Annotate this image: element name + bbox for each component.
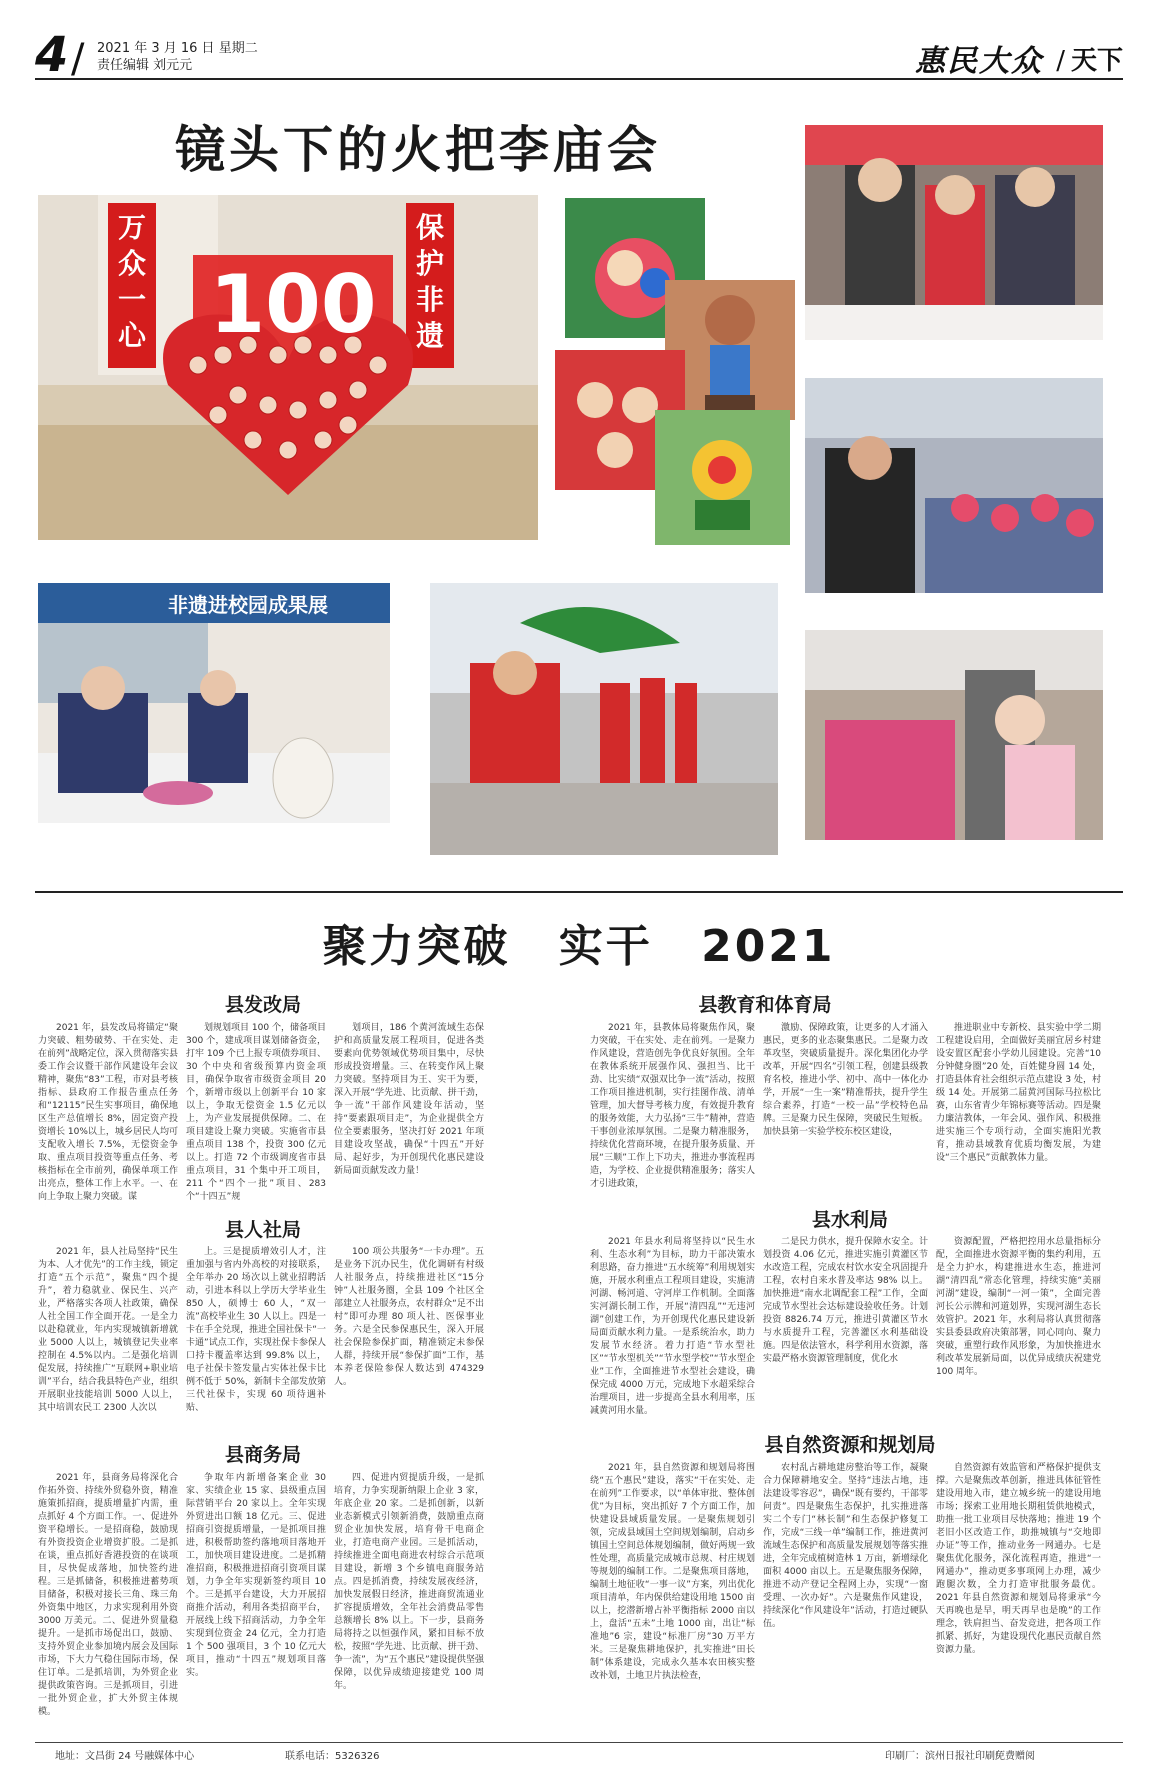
article-text-ziran-col2: 农村乱占耕地建房整治等工作，凝聚合力保障耕地安全。坚持“违法占地，违法建设零容忍”，确保“既有要约，干部零问责”。四是聚焦生态保护，扎实推进落实二个专门“林长制”和生态保护修复工作，完成“三线一单”编制工作，推进黄河流域生态保护和高质量发展规划等落实推进，全年完成植树造林 1 万亩，新增绿化面积 4000 亩以上。五是聚焦服务保障，推进不动产登记全程网上办，实现“一窗受理、一次办好”。六是聚焦作风建设，持续深化“作风建设年”活动，打造过硬队伍。 xyxy=(763,1463,928,1629)
article-text-jiaoyu-col3: 推进职业中专新校、县实验中学二期工程建设启用，全面做好美丽宜居乡村建设安置区配套小学幼儿园建设。完善“10 分钟健身圈”20 处，百姓健身圆 14 处，打造县体育社会组织示范点建设 3 处，村级 14 处。开展第二届黄河国际马拉松比赛，山东省青少年锦标赛等活动。四是聚力廉洁教体，一年会风、强作风、积极推进实施三个专项行动，全面实施阳光教育，推动县域教育优质均衡发展，为建设“三个惠民”贡献教体力量。 xyxy=(936,1023,1101,1163)
article-heading-fagai: 县发改局 xyxy=(224,994,301,1016)
photo-feature-title: 镜头下的火把李庙会 xyxy=(175,121,661,179)
article-text-shangwu-col3: 四、促进内贸提质升级，一是抓培育，力争实现新纳限上企业 3 家，年底企业 20 家。二是抓创新，以新业态新模式引领新消费，鼓励重点商贸企业加快发展，培育骨干电商企业，打造电商产业园。三是抓活动，持续推进全面电商进农村综合示范项目建设，新增 3 个乡镇电商服务站点。四是抓消费，持续发展夜经济，加快发展假日经济，推进商贸流通业扩容提质增效，全年社会消费品零售总额增长 8% 以上。下一步，县商务局将持之以恒强作风，紧扣目标不放松，按照“学先进、比贡献、拼干劲、争一流”，为“五个惠民”建设提供坚强保障，以优异成绩迎接建党 100 周年。 xyxy=(334,1473,484,1691)
article-text-shuili-col3: 资源配置，严格把控用水总量指标分配，全面推进水资源平衡的集约利用，五是全力护水，构建推进水生态，推进河湖“清四乱”常态化管理，持续实施“美丽河湖”建设，编制“一河一策”，全面完善河长公示牌和河道划界，实现河湖生态长效管护。2021 年，水利局将认真贯彻落实县委县政府决策部署，同心同向、聚力突破，重塑行政作风形象，为加快推进水利改革发展新局面，以优异成绩庆祝建党 100 周年。 xyxy=(936,1237,1101,1377)
section-name: / 天下 xyxy=(1056,40,1123,77)
photo-folk-performers-umbrella xyxy=(430,583,778,855)
article-text-jiaoyu-col2: 激励、保障政策，让更多的人才涌入惠民，更多的业态聚集惠民。二是聚力改革攻坚，突破质量提升。深化集团化办学改革，开展“四名”引领工程，创建县级教育名校，推进小学、初中、高中一体化办学，开展“一生一案”精准帮扶，提升学生综合素养，打造“一校一品”学校特色品牌。三是聚力民生保障，突破民生短板。加快县第一实验学校东校区建设， xyxy=(763,1023,928,1137)
newspaper-brand: 惠民大众 xyxy=(915,44,1043,79)
article-heading-shangwu: 县商务局 xyxy=(224,1444,301,1466)
article-text-renshe-col3: 100 项公共服务“一卡办理”。五是业务下沉办民生，优化调研有村级人社服务点，持续推进社区“15分钟”人社服务圈，全县 109 个社区全部建立人社服务点，农村群众“足不出村”即可办理 80 项人社、医保事业务。六是全民参保惠民生，深入开展社会保险参保扩面，精准锁定未参保人群，持续开展“参保扩面”工作，基本养老保险参保人数达到 474329 人。 xyxy=(334,1247,484,1387)
section-divider xyxy=(35,891,1123,893)
header-meta xyxy=(97,40,258,74)
page-number-slash: / xyxy=(71,36,85,82)
page-number: 4 xyxy=(35,27,69,83)
article-text-shuili-col2: 二是民力供水，提升保障水安全。计划投资 4.06 亿元，推进实施引黄灌区节水改造工程，完成农村饮水安全巩固提升工程，农村自来水普及率达 98% 以上。加快推进“南水北调配套工程”工作，全面完成节水型社会达标建设验收任务。计划投资 8826.74 万元，推进引黄灌区节水与水质提升工程，完善灌区水利基础设施。四是依法管水，科学利用水资源，落实最严格水资源管理制度，优化水 xyxy=(763,1237,928,1364)
article-heading-jiaoyu: 县教育和体育局 xyxy=(698,994,832,1016)
page-header xyxy=(35,27,1123,83)
footer-address: 地址：文昌街 24 号融媒体中心 xyxy=(55,1751,195,1762)
article-text-jiaoyu-col1: 2021 年，县教体局将聚焦作风，聚力突破，干在实处、走在前列。一是聚力作风建设，营造创先争优良好氛围。全年在教体系统开展强作风、强担当、比干劲、比实绩“双强双比争一流”活动，按照工作项目推进机制，实行挂图作战、清单管理，加大督导考核力度，有效提升教育的服务效能，大力弘扬“三牛”精神，营造干事创业浓厚氛围。二是聚力精准服务，持续优化营商环境，在提升服务质量、开展“三顺”工作上下功夫，推进办事流程再造，为学校、企业提供精准服务；落实人才引进政策， xyxy=(590,1023,755,1189)
footer-printer: 印刷厂：滨州日报社印刷厂 xyxy=(885,1751,1005,1762)
article-text-shangwu-col1: 2021 年，县商务局将深化合作拓外资、持续外贸稳外资，精准施策抓招商，提质增量扩内需，重点抓好 4 个方面工作。一、促进外资平稳增长。一是招商稳，鼓励现有外资投资企业增资扩股。二是抓在谈，重点抓好香港投资的在谈项目，尽快促成落地，加快签约进程。三是抓储备，积极推进蓄势项目储备，积极对接长三角、珠三角外资集中地区，力求实现利用外资 3000 万美元。二、促进外贸量稳提升。一是抓市场促出口，鼓励、支持外贸企业参加境内展会及国际市场，下大力气稳住国际市场，保住订单。二是抓培训，为外贸企业提供政策咨询。三是抓项目，引进一批外贸企业，扩大外贸主体规模。 xyxy=(38,1473,178,1717)
photo-students-painting xyxy=(38,583,390,823)
banner-center-number: 100 xyxy=(209,258,377,351)
article-text-fagai-col1: 2021 年，县发改局将锚定“聚力突破、粗势破势、干在实处、走在前列”战略定位，深入贯彻落实县委工作会议暨干部作风建设年会议精神，聚焦“83”工程，市对县考核指标、县政府工作报告重点任务和“12115”民生实事项目，确保地区生产总值增长 8%，固定资产投资增长 10%以上，城乡居民人均可支配收入增长 7.5%，无偿资金争取、重点项目投资等重点任务、考核指标在全市前列，确保单项工作出亮点，整体工作上水平。一、在向上争取上聚力突破。谋 xyxy=(38,1023,178,1202)
article-text-renshe-col2: 上。三是提质增效引人才，注重加强与省内外高校的对接联系，全年举办 20 场次以上就业招聘活动，引进本科以上学历大学毕业生 850 人，硕博士 60 人，“双一流”高校毕业生 30 人以上。四是一卡在手全兑现，推进全国社保卡“一卡通”试点工作，实现社保卡参保人口持卡覆盖率达到 99.8% 以上，电子社保卡签发量占实体社保卡比例不低于 50%，新制卡全部发放第三代社保卡，实现 60 项待遇补贴、 xyxy=(186,1247,326,1413)
article-heading-renshe: 县人社局 xyxy=(224,1219,301,1241)
article-text-fagai-col2: 划规划项目 100 个，储备项目 300 个，建成项目谋划储备资金，打牢 109 个已上报专项债券项目、30 个中央和省级预算内资金项目，确保争取省市级资金项目 20 个，新增市级以上创新平台 10 家以上，争取无偿资金 1.5 亿元以上，为产业发展提供保障。二、在项目建设上聚力突破。实施省市县重点项目 138 个，投资 300 亿元以上。打造 72 个市级调度省市县重点项目，31 个集中开工项目，211 个“四个一批”项目、283 个“十四五”规 xyxy=(186,1023,326,1202)
article-text-shuili-col1: 2021 年县水利局将坚持以“民生水利、生态水利”为目标，助力干部决策水利思路，奋力推进“五水统筹”利用规划实施，开展水利重点工程项目建设，实施清河湖、畅河道、守河岸工作机制。全面落实河湖长制工作，开展“清四乱”“无违河湖”创建工作，为开创现代化惠民建设新局面贡献水利力量。一是系统治水，助力发展节水经济。着力打造“节水型社区”“节水型机关”“节水型学校”“节水型企业”工作，全面推进节水型社会建设，确保完成 4000 万元，完成地下水超采综合治理项目，进一步提高全县水利用率，压减黄河用水量。 xyxy=(590,1237,755,1416)
photo-doll-heart-display xyxy=(38,195,538,540)
article-text-renshe-col1: 2021 年，县人社局坚持“民生为本、人才优先”的工作主线，锁定打造“五个示范”，聚焦“四个提升”，着力稳就业、保民生、兴产业，严格落实各项人社政策，确保人社全国工作全面开花。一是全力以赴稳就业，年内实现城镇新增就业 5000 人以上，城镇登记失业率控制在 4.5%以内。二是强化培训促发展，持续推广“互联网+职业培训”平台，结合我县特色产业，组织开展职业技能培训 5000 人以上，其中培训农民工 2300 人次以 xyxy=(38,1247,178,1413)
article-heading-ziran: 县自然资源和规划局 xyxy=(764,1434,936,1456)
footer-price: 免费赠阅 xyxy=(995,1751,1035,1762)
school-banner-text: 非遗进校园成果展 xyxy=(168,593,328,617)
photo-market-crowd xyxy=(805,125,1103,340)
article-text-ziran-col1: 2021 年，县自然资源和规划局将围绕“五个惠民”建设，落实“干在实处、走在前列”工作要求，以“单体审批、整体创优”为目标，突出抓好 7 个方面工作，加快建设县域质量发展。一是聚焦规划引领，完成县域国土空间规划编制，启动乡镇国土空间总体规划编制，做好两规一致性处理，高质量完成城市总规、村庄规划等规划的编制工作。二是聚焦项目落地，编制土地征收“一事一议”方案，列出优化项目清单，年内保供给建设用地 1500 亩以上，挖潜新增占补平衡指标 2000 亩以上，盘活“五未”土地 1000 亩，出让“标准地”6 宗，建设“标准厂房”30 万平方米。三是聚焦耕地保护，扎实推进“田长制”体系建设，完成永久基本农田核实整改补划，土地卫片执法检查， xyxy=(590,1463,755,1681)
page-footer xyxy=(35,1742,1123,1762)
article-text-ziran-col3: 自然资源有效监管和严格保护提供支撑。六是聚焦改革创新，推进具体征管性建设用地入市，建立城乡统一的建设用地市场；探索工业用地长期租赁供地模式，助推一批工业项目尽快落地；推进 19 个老旧小区改造工作，助推城镇与“交地即办证”等工作，推动业务一网通办。七是聚焦优化服务，深化流程再造，推进“一网通办”，推动更多事项网上办理，减少跑腿次数，全力打造审批服务最优。2021 年县自然资源和规划局将秉承“今天再晚也是早，明天再早也是晚”的工作理念，铁肩担当、奋发竞进，把各项工作抓紧、抓好，为建设现代化惠民贡献自然资源力量。 xyxy=(936,1463,1101,1655)
main-headline: 聚力突破 实干 2021 xyxy=(322,921,836,972)
banner-left-text: 万众一心 xyxy=(117,211,146,352)
issue-date: 2021 年 3 月 16 日 星期二 xyxy=(97,41,258,56)
article-text-fagai-col3: 划项目，186 个黄河流域生态保护和高质量发展工程项目，促进各类要素向优势领域优势项目集中，尽快形成投资增量。三、在转变作风上聚力突破。坚持项目为王、实干为要，深入开展“学先进、比贡献、拼干劲，争一流”干部作风建设年活动，坚持“要素跟项目走”，为企业提供全方位全要素服务，坚决打好 2021 年项目建设攻坚战，确保“十四五”开好局、起好步，为开创现代化惠民建设新局面贡献发改力量！ xyxy=(334,1023,484,1176)
photo-girl-market-stall xyxy=(805,630,1103,840)
photo-artisan-painting-dolls xyxy=(805,378,1103,593)
editor-credit: 责任编辑 刘元元 xyxy=(97,58,193,73)
article-heading-shuili: 县水利局 xyxy=(811,1209,888,1231)
article-text-shangwu-col2: 争取年内新增备案企业 30 家、实绩企业 15 家、县级重点国际营销平台 20 家以上。全年实现外贸进出口额 18 亿元。三、促进招商引资提质增量，一是抓项目推进，积极帮助签约落地项目落地开工，加快项目建设进度。二是抓精准招商，积极推进招商引资项目谋划，力争全年实现新签约项目 10 个。三是抓平台建设，大力开展招商推介活动，利用各类招商平台，开展线上线下招商活动，力争全年实现到位资金 24 亿元，全力打造 1 个 500 强项目，3 个 10 亿元大项目，推动“十四五”规划项目落实。 xyxy=(186,1473,326,1678)
footer-phone: 联系电话：5326326 xyxy=(285,1751,380,1762)
photo-circle-tiger-figure xyxy=(655,410,790,545)
banner-right-text: 保护非遗 xyxy=(415,211,444,352)
